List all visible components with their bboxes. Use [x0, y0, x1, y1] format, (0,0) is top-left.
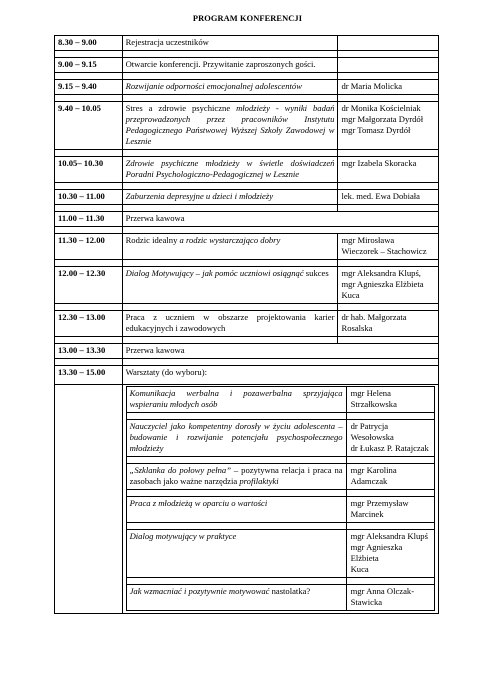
table-row [55, 157, 439, 183]
table-row [55, 190, 439, 205]
workshops-row [55, 385, 439, 614]
speaker-name: mgr Tomasz Dyrdół [341, 125, 411, 135]
table-row [55, 344, 439, 359]
time-cell: 11.30 – 12.00 [55, 234, 123, 260]
topic-text: Rodzic idealny [125, 235, 180, 245]
workshop-row [126, 530, 434, 578]
workshop-speaker [346, 420, 434, 457]
topic-text: – pozytywna relacja i praca na zasobach jako ważne narzędzia [129, 465, 343, 486]
time-cell: 12.00 – 12.30 [55, 267, 123, 304]
speaker-name: mgr Helena [350, 388, 391, 398]
workshop-speaker [346, 497, 434, 523]
topic-cell: Praca z uczniem w obszarze projektowania karier edukacyjnych i zawodowych [122, 311, 338, 337]
speaker-cell [338, 267, 439, 304]
page-title: PROGRAM KONFERENCJI [192, 14, 303, 23]
table-row [55, 267, 439, 304]
speaker-name: mgr Aleksandra Klupś [350, 531, 428, 541]
table-row [55, 311, 439, 337]
time-cell: 13.00 – 13.30 [55, 344, 123, 359]
table-row [55, 102, 439, 150]
topic-text-italic: młodzieży [236, 103, 270, 113]
time-cell: 12.30 – 13.00 [55, 311, 123, 337]
workshop-speaker [346, 464, 434, 490]
speaker-cell [338, 234, 439, 260]
topic-text: nastolatka? [271, 586, 311, 596]
workshop-row [126, 497, 434, 523]
speaker-name: Marcinek [350, 509, 384, 519]
topic-cell: Zaburzenia depresyjne u dzieci i młodzieży [122, 190, 338, 205]
speaker-name: dr Łukasz P. Ratajczak [350, 443, 429, 453]
workshop-speaker [346, 585, 434, 611]
topic-cell: Warsztaty (do wyboru): [122, 366, 438, 385]
speaker-name: Rosalska [341, 323, 373, 333]
speaker-name: mgr Anna Olczak- [350, 586, 415, 596]
speaker-name: mgr Mirosława [341, 235, 395, 245]
table-row [55, 366, 439, 385]
workshops-cell [122, 385, 438, 614]
topic-text: sukces [305, 268, 329, 278]
time-cell: 13.30 – 15.00 [55, 366, 123, 385]
time-cell: 9.15 – 9.40 [55, 80, 123, 95]
topic-text: Stres a zdrowie psychiczne [125, 103, 237, 113]
speaker-name: dr hab. Małgorzata [341, 312, 407, 322]
time-cell: 11.00 – 11.30 [55, 212, 123, 227]
topic-cell: Zdrowie psychiczne młodzieży w świetle doświadczeń Poradni Psychologiczno-Pedagogicznej w Lesznie [122, 157, 338, 183]
workshops-table [126, 386, 435, 611]
topic-cell: Otwarcie konferencji. Przywitanie zaproszonych gości. [122, 58, 338, 73]
speaker-name: dr Monika Kościelniak [341, 103, 421, 113]
speaker-name: mgr Małgorzata Dyrdół [341, 114, 424, 124]
workshop-row [126, 464, 434, 490]
time-cell: 8.30 – 9.00 [55, 36, 123, 51]
workshop-topic [126, 420, 346, 457]
topic-text-italic: - wyniki badań przeprowadzonych przez pracowników Instytutu Pedagogicznego Państwowej Wyższej Szkoły Zawodowej w Lesznie [125, 103, 335, 146]
speaker-name: Strzałkowska [350, 399, 397, 409]
topic-cell: Przerwa kawowa [122, 212, 438, 227]
workshop-topic [126, 585, 346, 611]
speaker-cell [338, 58, 439, 73]
topic-text-italic: Dialog Motywujący – jak pomóc uczniowi osiągnąć [125, 268, 304, 278]
topic-text-italic: profilaktyki [239, 476, 279, 486]
table-row [55, 58, 439, 73]
time-cell: 9.40 – 10.05 [55, 102, 123, 150]
workshop-topic: Komunikacja werbalna i pozawerbalna sprzyjająca wspieraniu młodych osób [126, 387, 346, 413]
topic-cell [122, 234, 338, 260]
speaker-cell [338, 311, 439, 337]
time-cell: 9.00 – 9.15 [55, 58, 123, 73]
table-row [55, 234, 439, 260]
table-row [55, 36, 439, 51]
table-row [55, 212, 439, 227]
topic-cell: Rozwijanie odporności emocjonalnej adolescentów [122, 80, 338, 95]
topic-text-italic: Jak wzmacniać i pozytywnie motywować [129, 586, 272, 596]
workshop-row [126, 420, 434, 457]
speaker-cell: lek. med. Ewa Dobiała [338, 190, 439, 205]
speaker-name: mgr Agnieszka Elżbieta [350, 542, 403, 563]
time-cell [55, 385, 123, 614]
speaker-cell: mgr Izabela Skoracka [338, 157, 439, 183]
speaker-cell [338, 36, 439, 51]
time-cell: 10.30 – 11.00 [55, 190, 123, 205]
workshop-topic: Praca z młodzieżą w oparciu o wartości [126, 497, 346, 523]
speaker-name: Wieczorek – Stachowicz [341, 246, 427, 256]
program-table [54, 35, 439, 614]
topic-text-italic: Nauczyciel jako kompetentny dorosły w życiu adolescenta – budowanie i rozwijanie potencjału psychospołecznego [129, 421, 343, 442]
workshop-row [126, 387, 434, 413]
table-row [55, 80, 439, 95]
workshop-topic: Dialog motywujący w praktyce [126, 530, 346, 578]
workshop-topic [126, 464, 346, 490]
topic-text-italic: „Szklanka do połowy pełna” [129, 465, 234, 475]
workshop-speaker [346, 387, 434, 413]
time-cell: 10.05– 10.30 [55, 157, 123, 183]
topic-cell: Rejestracja uczestników [122, 36, 338, 51]
speaker-name: dr Patrycja Wesołowska [350, 421, 394, 442]
topic-cell: Przerwa kawowa [122, 344, 438, 359]
speaker-name: Stawicka [350, 597, 383, 607]
workshop-row [126, 585, 434, 611]
topic-text-italic: młodzieży [129, 443, 164, 453]
speaker-name: Kuca [350, 564, 369, 574]
speaker-cell: dr Maria Molicka [338, 80, 439, 95]
topic-cell [122, 102, 338, 150]
speaker-name: mgr Karolina Adamczak [350, 465, 397, 486]
speaker-name: Kuca [341, 290, 360, 300]
workshop-speaker [346, 530, 434, 578]
speaker-cell [338, 102, 439, 150]
speaker-name: mgr Aleksandra Klupś, [341, 268, 421, 278]
speaker-name: mgr Agnieszka Elżbieta [341, 279, 424, 289]
speaker-name: mgr Przemysław [350, 498, 409, 508]
topic-text-italic: a rodzic wystarczająco dobry [179, 235, 281, 245]
topic-cell [122, 267, 338, 304]
